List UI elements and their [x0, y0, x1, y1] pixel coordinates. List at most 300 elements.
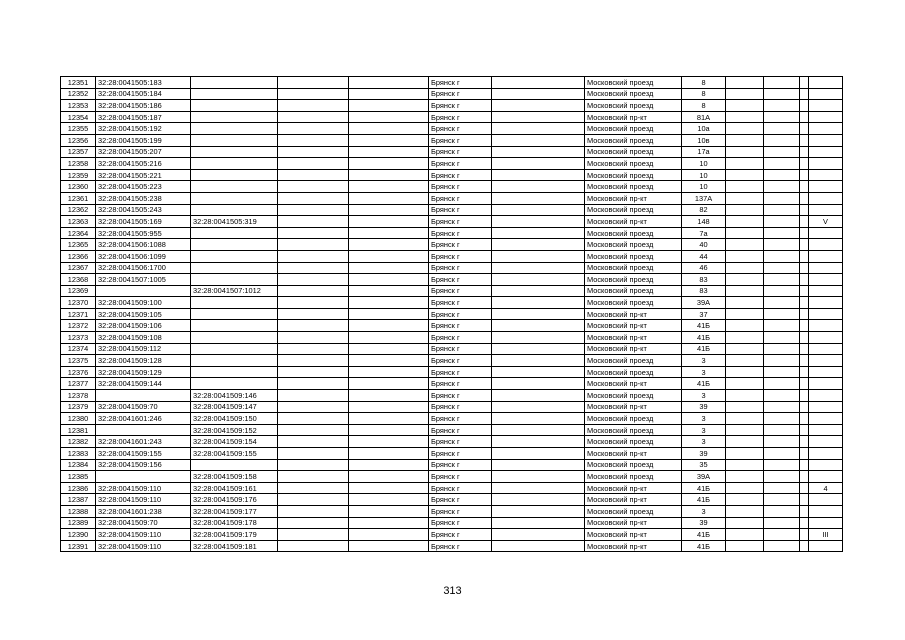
table-row	[61, 285, 843, 297]
table-cell	[800, 505, 809, 517]
table-cell	[764, 100, 800, 112]
table-cell	[764, 262, 800, 274]
table-cell	[800, 448, 809, 460]
table-cell: 12387	[61, 494, 96, 506]
table-cell: Брянск г	[429, 355, 492, 367]
table-cell	[726, 413, 764, 425]
table-cell: 12367	[61, 262, 96, 274]
table-cell	[726, 285, 764, 297]
table-cell	[191, 459, 278, 471]
table-cell	[278, 459, 349, 471]
table-cell	[191, 123, 278, 135]
table-cell: 32:28:0041509:112	[96, 343, 191, 355]
table-cell: 12388	[61, 505, 96, 517]
table-cell: 32:28:0041505:183	[96, 77, 191, 89]
table-cell	[492, 517, 585, 529]
table-cell	[726, 355, 764, 367]
table-cell	[764, 274, 800, 286]
table-cell	[800, 332, 809, 344]
table-cell: 32:28:0041505:207	[96, 146, 191, 158]
table-cell: 4	[809, 482, 843, 494]
table-cell: 32:28:0041505:319	[191, 216, 278, 228]
table-cell	[278, 100, 349, 112]
table-cell: Брянск г	[429, 436, 492, 448]
table-cell: Московский проезд	[585, 204, 682, 216]
table-cell: 12372	[61, 320, 96, 332]
table-cell	[492, 505, 585, 517]
table-cell: 32:28:0041601:246	[96, 413, 191, 425]
table-row	[61, 134, 843, 146]
table-cell	[726, 320, 764, 332]
table-cell	[764, 308, 800, 320]
table-cell: Брянск г	[429, 401, 492, 413]
table-cell	[764, 192, 800, 204]
table-cell	[809, 332, 843, 344]
table-cell	[349, 100, 429, 112]
table-cell: Брянск г	[429, 378, 492, 390]
table-cell	[800, 100, 809, 112]
table-cell	[726, 494, 764, 506]
table-cell	[492, 204, 585, 216]
table-cell	[800, 88, 809, 100]
table-cell	[349, 181, 429, 193]
table-cell: 32:28:0041505:184	[96, 88, 191, 100]
table-cell	[349, 355, 429, 367]
table-cell	[726, 482, 764, 494]
table-cell	[809, 401, 843, 413]
table-cell	[764, 366, 800, 378]
table-cell	[800, 436, 809, 448]
table-cell	[809, 505, 843, 517]
table-cell: 12357	[61, 146, 96, 158]
table-cell: III	[809, 529, 843, 541]
table-cell: Брянск г	[429, 250, 492, 262]
table-cell	[726, 88, 764, 100]
table-cell	[726, 134, 764, 146]
table-cell	[278, 134, 349, 146]
table-cell	[492, 459, 585, 471]
table-cell: Московский проезд	[585, 169, 682, 181]
table-cell	[492, 424, 585, 436]
table-cell: Московский проезд	[585, 274, 682, 286]
table-cell: Московский проезд	[585, 436, 682, 448]
table-cell	[800, 424, 809, 436]
table-cell: Брянск г	[429, 204, 492, 216]
table-cell	[764, 494, 800, 506]
table-cell: 137А	[682, 192, 726, 204]
table-cell	[191, 332, 278, 344]
table-row	[61, 482, 843, 494]
table-cell: 12356	[61, 134, 96, 146]
table-cell	[764, 77, 800, 89]
table-cell	[809, 517, 843, 529]
table-cell	[800, 262, 809, 274]
table-cell: 148	[682, 216, 726, 228]
table-cell	[726, 401, 764, 413]
table-cell	[800, 540, 809, 552]
table-cell	[800, 459, 809, 471]
table-cell	[800, 123, 809, 135]
table-cell: 32:28:0041505:238	[96, 192, 191, 204]
table-cell	[492, 250, 585, 262]
table-cell: 3	[682, 424, 726, 436]
table-cell	[278, 366, 349, 378]
table-cell: Брянск г	[429, 111, 492, 123]
table-row	[61, 332, 843, 344]
table-cell: Московский пр-кт	[585, 401, 682, 413]
table-row	[61, 227, 843, 239]
table-cell	[492, 401, 585, 413]
table-cell	[191, 355, 278, 367]
table-cell	[191, 77, 278, 89]
table-cell	[492, 471, 585, 483]
table-row	[61, 517, 843, 529]
table-cell	[726, 100, 764, 112]
table-cell	[349, 332, 429, 344]
table-cell	[492, 239, 585, 251]
table-cell	[349, 494, 429, 506]
table-cell: 32:28:0041509:156	[96, 459, 191, 471]
table-cell: 10а	[682, 123, 726, 135]
table-cell: Московский пр-кт	[585, 529, 682, 541]
table-cell	[726, 343, 764, 355]
table-cell	[809, 274, 843, 286]
table-cell	[349, 366, 429, 378]
table-cell: 32:28:0041505:243	[96, 204, 191, 216]
table-cell	[492, 355, 585, 367]
table-cell: 12381	[61, 424, 96, 436]
table-cell	[278, 192, 349, 204]
table-cell	[191, 227, 278, 239]
table-cell	[809, 239, 843, 251]
table-cell	[278, 204, 349, 216]
table-cell	[809, 77, 843, 89]
table-cell: Московский пр-кт	[585, 308, 682, 320]
table-cell	[809, 204, 843, 216]
table-cell: Брянск г	[429, 100, 492, 112]
table-cell: Брянск г	[429, 517, 492, 529]
table-cell	[726, 111, 764, 123]
table-cell: Брянск г	[429, 77, 492, 89]
table-cell: Московский проезд	[585, 424, 682, 436]
table-cell	[764, 413, 800, 425]
table-cell	[191, 88, 278, 100]
table-cell: 32:28:0041509:178	[191, 517, 278, 529]
table-cell	[809, 390, 843, 402]
table-cell: 32:28:0041509:129	[96, 366, 191, 378]
table-cell: Брянск г	[429, 123, 492, 135]
table-cell	[349, 192, 429, 204]
table-row	[61, 262, 843, 274]
table-cell: Брянск г	[429, 274, 492, 286]
table-cell: 12366	[61, 250, 96, 262]
table-cell	[764, 204, 800, 216]
table-cell	[349, 482, 429, 494]
table-cell	[726, 332, 764, 344]
table-cell: Брянск г	[429, 192, 492, 204]
table-cell: 32:28:0041505:187	[96, 111, 191, 123]
table-cell	[764, 227, 800, 239]
table-cell	[809, 424, 843, 436]
table-cell	[492, 227, 585, 239]
table-cell	[492, 123, 585, 135]
table-cell	[764, 169, 800, 181]
table-cell	[726, 192, 764, 204]
table-cell	[278, 308, 349, 320]
table-cell	[800, 494, 809, 506]
table-cell	[191, 297, 278, 309]
table-cell	[278, 413, 349, 425]
table-cell	[800, 401, 809, 413]
table-cell: Московский пр-кт	[585, 517, 682, 529]
table-cell	[809, 494, 843, 506]
table-cell	[191, 169, 278, 181]
table-row	[61, 239, 843, 251]
table-cell	[492, 111, 585, 123]
table-cell	[349, 471, 429, 483]
table-cell	[800, 111, 809, 123]
table-cell: Брянск г	[429, 285, 492, 297]
table-cell: Московский пр-кт	[585, 216, 682, 228]
table-cell: 32:28:0041509:128	[96, 355, 191, 367]
table-row	[61, 471, 843, 483]
table-cell	[278, 111, 349, 123]
table-cell	[278, 146, 349, 158]
table-cell	[800, 227, 809, 239]
table-cell	[278, 343, 349, 355]
table-cell	[809, 285, 843, 297]
table-cell	[764, 320, 800, 332]
table-cell: 32:28:0041509:100	[96, 297, 191, 309]
table-cell: Московский проезд	[585, 505, 682, 517]
table-cell	[191, 343, 278, 355]
table-cell: Брянск г	[429, 505, 492, 517]
table-cell	[800, 320, 809, 332]
table-cell: 32:28:0041509:105	[96, 308, 191, 320]
table-cell: Брянск г	[429, 158, 492, 170]
table-cell: 12352	[61, 88, 96, 100]
table-cell: 32:28:0041509:176	[191, 494, 278, 506]
table-cell: Московский пр-кт	[585, 494, 682, 506]
table-cell: 12358	[61, 158, 96, 170]
table-cell	[726, 378, 764, 390]
table-cell: 39	[682, 401, 726, 413]
table-cell	[492, 134, 585, 146]
table-row	[61, 494, 843, 506]
table-cell	[764, 355, 800, 367]
table-cell: 83	[682, 274, 726, 286]
table-cell: V	[809, 216, 843, 228]
table-cell: Брянск г	[429, 169, 492, 181]
table-cell: 32:28:0041506:1088	[96, 239, 191, 251]
table-cell	[191, 192, 278, 204]
table-cell: 46	[682, 262, 726, 274]
table-cell	[349, 262, 429, 274]
table-cell: 10	[682, 169, 726, 181]
table-cell	[349, 413, 429, 425]
table-cell	[191, 100, 278, 112]
table-cell: 32:28:0041509:110	[96, 482, 191, 494]
table-cell	[278, 436, 349, 448]
table-row	[61, 158, 843, 170]
table-cell	[278, 540, 349, 552]
table-cell: Брянск г	[429, 262, 492, 274]
table-cell	[800, 169, 809, 181]
table-cell	[349, 320, 429, 332]
table-cell: 32:28:0041506:1700	[96, 262, 191, 274]
table-cell	[492, 169, 585, 181]
table-cell: 3	[682, 413, 726, 425]
table-cell	[764, 285, 800, 297]
table-cell	[800, 146, 809, 158]
table-cell	[726, 181, 764, 193]
table-cell	[726, 505, 764, 517]
table-row	[61, 123, 843, 135]
table-cell	[278, 262, 349, 274]
table-cell: Московский проезд	[585, 123, 682, 135]
table-cell	[349, 204, 429, 216]
table-cell	[492, 158, 585, 170]
table-cell: Московский проезд	[585, 355, 682, 367]
table-cell: 12370	[61, 297, 96, 309]
table-cell: 10	[682, 158, 726, 170]
table-cell: 32:28:0041509:70	[96, 517, 191, 529]
table-row	[61, 343, 843, 355]
table-cell: 12389	[61, 517, 96, 529]
table-cell: 32:28:0041509:152	[191, 424, 278, 436]
table-cell: Московский проезд	[585, 100, 682, 112]
table-cell	[764, 459, 800, 471]
table-cell	[764, 123, 800, 135]
table-cell	[800, 181, 809, 193]
table-cell	[191, 378, 278, 390]
table-cell	[726, 471, 764, 483]
table-cell: Брянск г	[429, 308, 492, 320]
table-cell: 32:28:0041509:161	[191, 482, 278, 494]
table-cell	[191, 239, 278, 251]
table-cell: 32:28:0041505:192	[96, 123, 191, 135]
table-cell	[278, 378, 349, 390]
table-cell	[191, 262, 278, 274]
table-cell: Брянск г	[429, 482, 492, 494]
table-cell: 32:28:0041505:955	[96, 227, 191, 239]
table-cell: Брянск г	[429, 297, 492, 309]
table-cell: 32:28:0041509:158	[191, 471, 278, 483]
table-cell	[809, 540, 843, 552]
table-cell: 39	[682, 517, 726, 529]
table-cell: 41Б	[682, 482, 726, 494]
page-number: 313	[443, 585, 462, 597]
table-cell	[800, 239, 809, 251]
table-cell: 12375	[61, 355, 96, 367]
table-cell: 12364	[61, 227, 96, 239]
table-cell: Московский проезд	[585, 459, 682, 471]
table-cell: 12382	[61, 436, 96, 448]
table-cell: Московский проезд	[585, 366, 682, 378]
table-cell	[764, 239, 800, 251]
table-cell: Брянск г	[429, 529, 492, 541]
table-cell	[809, 134, 843, 146]
table-cell: 32:28:0041505:223	[96, 181, 191, 193]
table-row	[61, 204, 843, 216]
table-cell	[278, 448, 349, 460]
table-cell: 32:28:0041509:70	[96, 401, 191, 413]
table-cell	[349, 227, 429, 239]
table-cell	[191, 111, 278, 123]
table-cell	[726, 529, 764, 541]
table-cell	[349, 158, 429, 170]
table-cell: 3	[682, 436, 726, 448]
table-cell: Брянск г	[429, 239, 492, 251]
table-cell: Брянск г	[429, 390, 492, 402]
table-cell	[349, 216, 429, 228]
table-cell	[278, 123, 349, 135]
table-cell: 3	[682, 355, 726, 367]
table-cell	[800, 378, 809, 390]
table-cell: 41Б	[682, 343, 726, 355]
table-cell: 3	[682, 505, 726, 517]
table-cell: 8	[682, 77, 726, 89]
table-cell: 12378	[61, 390, 96, 402]
table-cell: 32:28:0041601:243	[96, 436, 191, 448]
table-cell: 12391	[61, 540, 96, 552]
table-cell: 32:28:0041509:181	[191, 540, 278, 552]
table-cell	[191, 366, 278, 378]
table-cell	[726, 448, 764, 460]
table-cell	[809, 250, 843, 262]
table-cell: 17а	[682, 146, 726, 158]
table-cell	[726, 436, 764, 448]
table-cell	[191, 320, 278, 332]
table-cell	[764, 529, 800, 541]
table-cell	[349, 146, 429, 158]
table-cell	[800, 77, 809, 89]
table-cell: Брянск г	[429, 146, 492, 158]
table-cell: Брянск г	[429, 88, 492, 100]
table-cell	[349, 436, 429, 448]
table-cell	[800, 343, 809, 355]
table-cell	[764, 390, 800, 402]
table-cell	[278, 181, 349, 193]
table-cell	[726, 146, 764, 158]
table-cell	[349, 459, 429, 471]
table-cell	[278, 77, 349, 89]
table-row	[61, 250, 843, 262]
table-cell: 32:28:0041505:216	[96, 158, 191, 170]
table-cell: Брянск г	[429, 413, 492, 425]
table-cell	[726, 216, 764, 228]
table-cell: 32:28:0041509:146	[191, 390, 278, 402]
table-cell	[191, 308, 278, 320]
table-cell: Московский пр-кт	[585, 192, 682, 204]
table-cell	[809, 378, 843, 390]
table-cell	[764, 343, 800, 355]
table-cell	[349, 308, 429, 320]
table-cell	[726, 169, 764, 181]
table-cell	[800, 285, 809, 297]
table-cell	[726, 540, 764, 552]
table-cell: 12377	[61, 378, 96, 390]
table-cell	[800, 274, 809, 286]
table-cell	[726, 390, 764, 402]
table-cell: 8	[682, 100, 726, 112]
table-cell: 12365	[61, 239, 96, 251]
table-cell	[764, 88, 800, 100]
table-cell: 12373	[61, 332, 96, 344]
table-cell	[492, 88, 585, 100]
table-cell	[764, 332, 800, 344]
table-cell: Московский проезд	[585, 413, 682, 425]
